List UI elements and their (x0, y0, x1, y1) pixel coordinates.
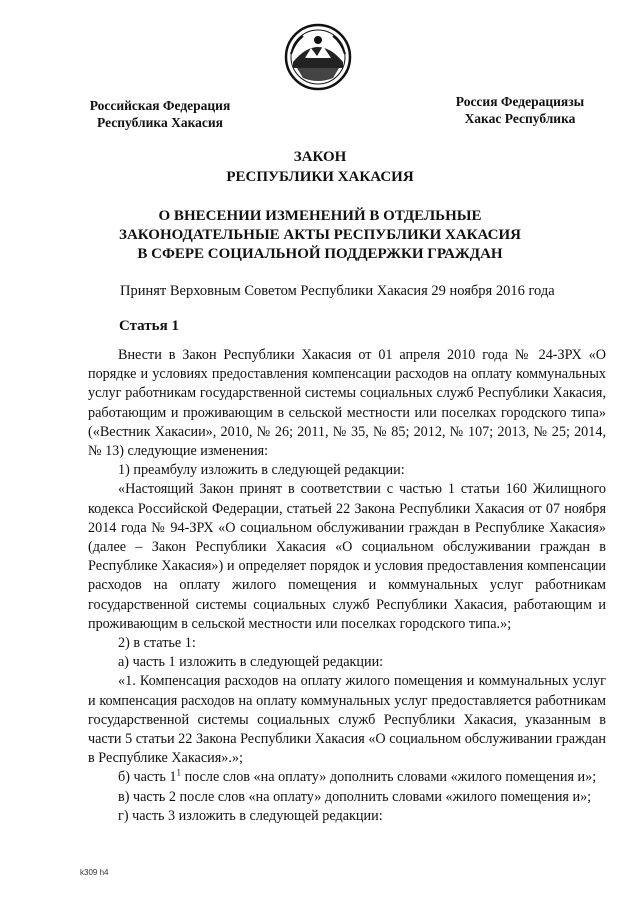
header-right (435, 93, 605, 127)
law-title: ЗАКОН (293, 149, 347, 165)
header-left (70, 97, 250, 131)
adoption-note: Принят Верховным Советом Республики Хакасия 29 ноября 2016 года (120, 283, 555, 299)
header-right-line1: Россия Федерациязы (455, 94, 585, 109)
law-subtitle-line2: ЗАКОНОДАТЕЛЬНЫЕ АКТЫ РЕСПУБЛИКИ ХАКАСИЯ (119, 227, 521, 243)
header-right-line2: Хакас Республика (464, 111, 576, 126)
paragraph: «1. Компенсация расходов на оплату жилого помещения и коммунальных услуг и компенсация расходов на оплату коммунальных услуг предоставляется работникам государственной системы социальных служб Республики Хакасия, указанным в части 5 статьи 22 Закона Республики Хакасия «О социальном обслуживании граждан в Республике Хакасия».»; (88, 673, 606, 767)
paragraph-text: б) часть 1 (118, 769, 177, 786)
paragraph: 1) преамбулу изложить в следующей редакции: (118, 462, 405, 479)
footer-code: k309 h4 (80, 868, 109, 877)
document-body (88, 346, 606, 826)
paragraph: г) часть 3 изложить в следующей редакции: (118, 807, 383, 824)
paragraph: Внести в Закон Республики Хакасия от 01 апреля 2010 года № 24-ЗРХ «О порядке и условиях предоставления компенсации расходов на оплату коммунальных услуг работникам государственной системы социальных служб Республики Хакасия, работающим и проживающим в сельской местности или поселках городского типа» («Вестник Хакасии», 2010, № 26; 2011, № 35, № 85; 2012, № 107; 2013, № 25; 2014, № 13) следующие изменения: (88, 347, 606, 460)
law-subtitle-line3: В СФЕРЕ СОЦИАЛЬНОЙ ПОДДЕРЖКИ ГРАЖДАН (137, 246, 503, 262)
superscript: 1 (176, 767, 182, 778)
header-left-line2: Республика Хакасия (97, 115, 223, 130)
article-heading: Статья 1 (119, 318, 179, 334)
coat-of-arms-emblem (283, 22, 353, 92)
law-title-republic: РЕСПУБЛИКИ ХАКАСИЯ (226, 169, 414, 185)
paragraph: 2) в статье 1: (118, 635, 196, 652)
paragraph: а) часть 1 изложить в следующей редакции: (118, 654, 384, 671)
paragraph: в) часть 2 после слов «на оплату» дополнить словами «жилого помещения и»; (118, 788, 592, 805)
header-left-line1: Российская Федерация (89, 98, 231, 113)
paragraph: «Настоящий Закон принят в соответствии с частью 1 статьи 160 Жилищного кодекса Российской Федерации, статьей 22 Закона Республики Хакасия от 07 ноября 2014 года № 94-ЗРХ «О социальном обслуживании граждан в Республике Хакасия» (далее – Закон Республики Хакасия «О социальном обслуживании граждан в Республике Хакасия») и определяет порядок и условия предоставления компенсации расходов на оплату жилого помещения и коммунальных услуг работникам государственной системы социальных служб Республики Хакасия, работающим и проживающим в сельской местности или поселках городского типа.»; (88, 481, 606, 632)
paragraph-text: после слов «на оплату» дополнить словами «жилого помещения и»; (181, 769, 597, 786)
law-subtitle-line1: О ВНЕСЕНИИ ИЗМЕНЕНИЙ В ОТДЕЛЬНЫЕ (158, 208, 482, 224)
paragraph (88, 768, 606, 787)
